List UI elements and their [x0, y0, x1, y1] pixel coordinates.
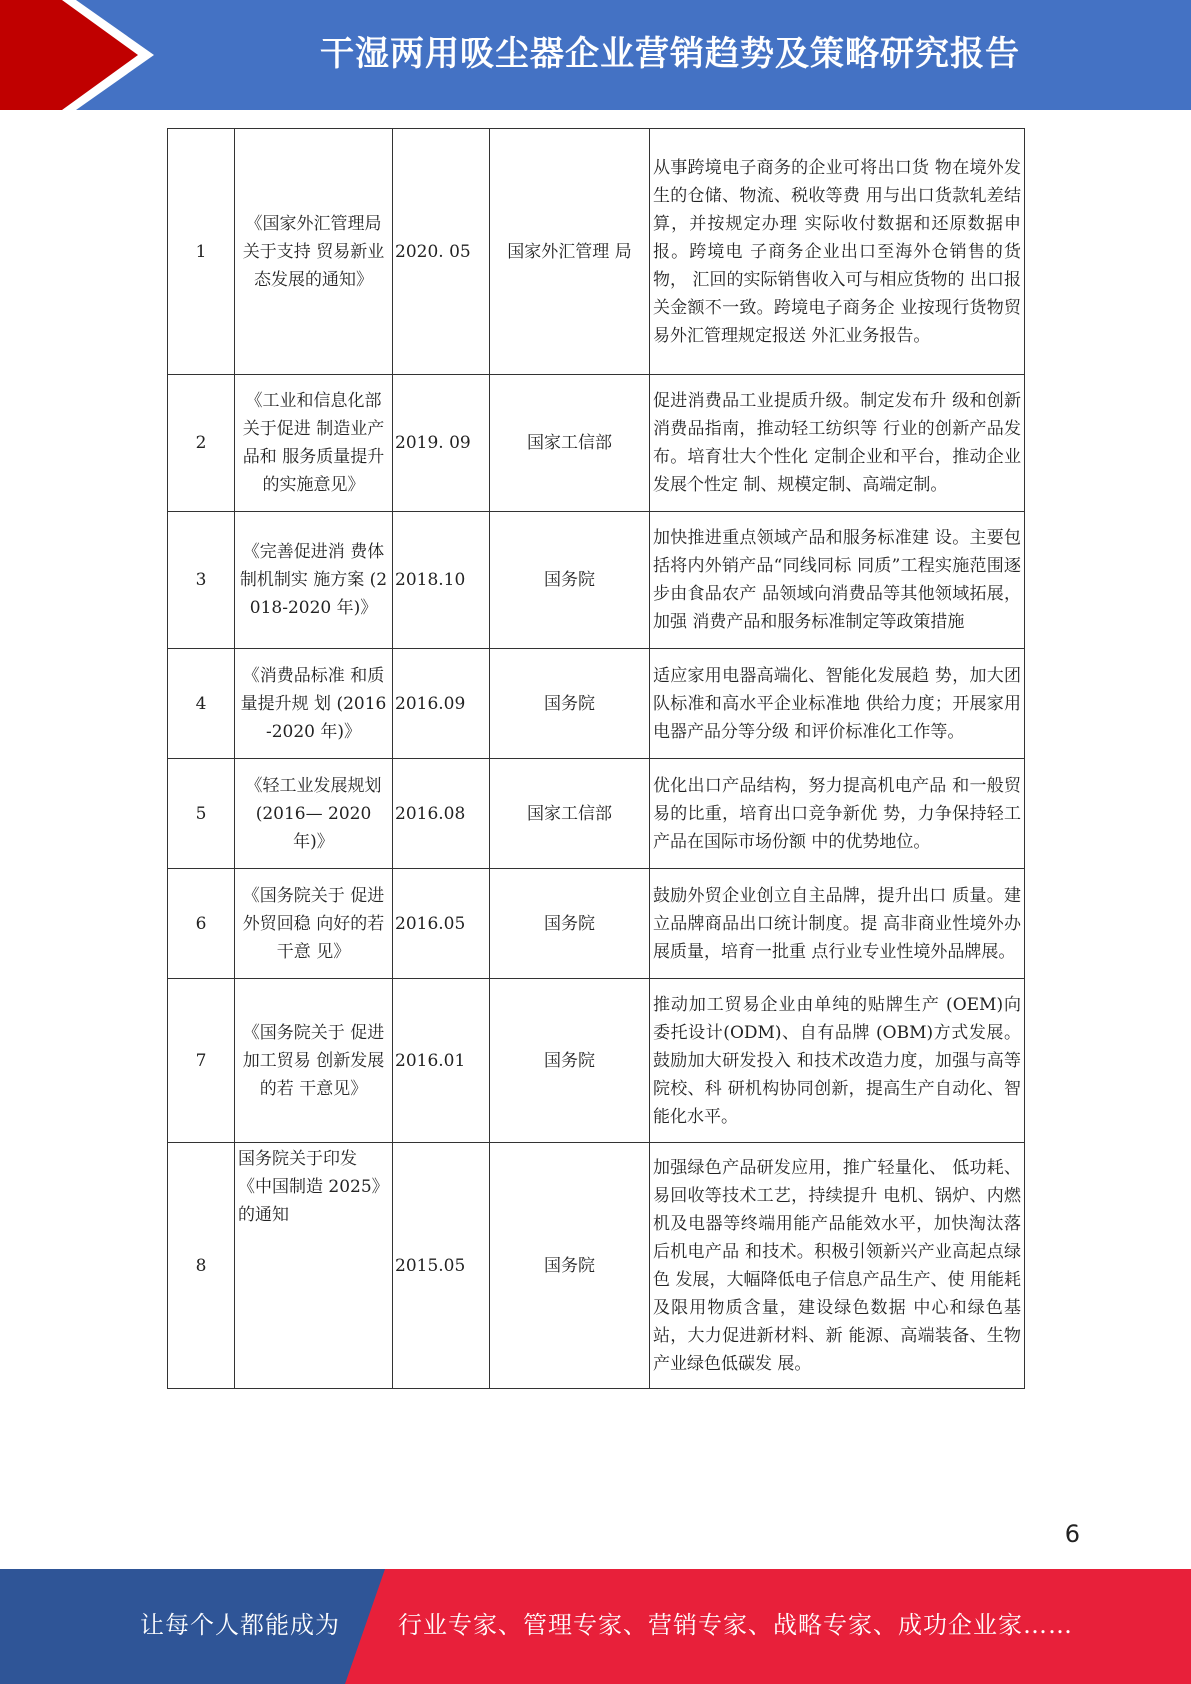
header-red-arrow [0, 0, 150, 110]
table-row [168, 129, 1025, 375]
policy-date: 2015.05 [393, 1143, 490, 1389]
page-number: 6 [1064, 1520, 1080, 1548]
policy-issuer: 国务院 [490, 869, 650, 979]
policy-date: 2016.05 [393, 869, 490, 979]
policy-issuer: 国务院 [490, 1143, 650, 1389]
policy-issuer: 国家工信部 [490, 375, 650, 512]
table-row [168, 512, 1025, 649]
policy-description: 加快推进重点领域产品和服务标准建 设。主要包括将内外销产品“同线同标 同质”工程实施范围逐步由食品农产 品领域向消费品等其他领域拓展，加强 消费产品和服务标准制定等政策措施 [650, 512, 1025, 649]
policy-issuer: 国务院 [490, 979, 650, 1143]
table-row [168, 375, 1025, 512]
policy-description: 推动加工贸易企业由单纯的贴牌生产 (OEM)向委托设计(ODM)、自有品牌 (OBM)方式发展。鼓励加大研发投入 和技术改造力度，加强与高等院校、科 研机构协同创新，提高生产自动化、智 能化水平。 [650, 979, 1025, 1143]
policy-description: 适应家用电器高端化、智能化发展趋 势，加大团队标准和高水平企业标准地 供给力度；开展家用电器产品分等分级 和评价标准化工作等。 [650, 649, 1025, 759]
policy-description: 鼓励外贸企业创立自主品牌，提升出口 质量。建立品牌商品出口统计制度。提 高非商业性境外办展质量，培育一批重 点行业专业性境外品牌展。 [650, 869, 1025, 979]
policy-table [167, 128, 1025, 1389]
policy-name: 《消费品标准 和质量提升规 划 (2016-2020 年)》 [235, 649, 393, 759]
row-number: 5 [168, 759, 235, 869]
policy-description: 优化出口产品结构，努力提高机电产品 和一般贸易的比重，培育出口竞争新优 势，力争保持轻工产品在国际市场份额 中的优势地位。 [650, 759, 1025, 869]
footer-banner [0, 1569, 1191, 1684]
policy-description: 加强绿色产品研发应用，推广轻量化、 低功耗、易回收等技术工艺，持续提升 电机、锅炉、内燃机及电器等终端用能产品能效水平，加快淘汰落后机电产品 和技术。积极引领新兴产业高起点绿色 发展，大幅降低电子信息产品生产、使 用能耗及限用物质含量，建设绿色数据 中心和绿色基站，大力促进新材料、新 能源、高端装备、生物产业绿色低碳发 展。 [650, 1143, 1025, 1389]
table-row [168, 1143, 1025, 1389]
policy-description: 从事跨境电子商务的企业可将出口货 物在境外发生的仓储、物流、税收等费 用与出口货款轧差结算，并按规定办理 实际收付数据和还原数据申报。跨境电 子商务企业出口至海外仓销售的货物， 汇回的实际销售收入可与相应货物的 出口报关金额不一致。跨境电子商务企 业按现行货物贸易外汇管理规定报送 外汇业务报告。 [650, 129, 1025, 375]
policy-name: 《工业和信息化部关于促进 制造业产品和 服务质量提升 的实施意见》 [235, 375, 393, 512]
footer-slogan-left: 让每个人都能成为 [140, 1611, 340, 1639]
policy-issuer: 国务院 [490, 649, 650, 759]
row-number: 8 [168, 1143, 235, 1389]
footer-slogan-right: 行业专家、管理专家、营销专家、战略专家、成功企业家…… [398, 1611, 1073, 1639]
header-banner [0, 0, 1191, 110]
page-title: 干湿两用吸尘器企业营销趋势及策略研究报告 [320, 34, 1020, 74]
policy-name: 《国务院关于 促进加工贸易 创新发展的若 干意见》 [235, 979, 393, 1143]
policy-issuer: 国家工信部 [490, 759, 650, 869]
policy-issuer: 国家外汇管理 局 [490, 129, 650, 375]
policy-name: 《轻工业发展规划(2016— 2020 年)》 [235, 759, 393, 869]
row-number: 4 [168, 649, 235, 759]
policy-date: 2016.08 [393, 759, 490, 869]
policy-description: 促进消费品工业提质升级。制定发布升 级和创新消费品指南，推动轻工纺织等 行业的创新产品发布。培育壮大个性化 定制企业和平台，推动企业发展个性定 制、规模定制、高端定制。 [650, 375, 1025, 512]
table-row [168, 649, 1025, 759]
policy-date: 2020. 05 [393, 129, 490, 375]
policy-name: 《国务院关于 促进外贸回稳 向好的若干意 见》 [235, 869, 393, 979]
policy-name: 《完善促进消 费体制机制实 施方案 (2018-2020 年)》 [235, 512, 393, 649]
policy-issuer: 国务院 [490, 512, 650, 649]
row-number: 1 [168, 129, 235, 375]
policy-date: 2016.01 [393, 979, 490, 1143]
table-row [168, 869, 1025, 979]
policy-name: 《国家外汇管理局关于支持 贸易新业态发展的通知》 [235, 129, 393, 375]
policy-name: 国务院关于印发《中国制造 2025》的通知 [235, 1143, 393, 1389]
policy-date: 2016.09 [393, 649, 490, 759]
policy-date: 2019. 09 [393, 375, 490, 512]
row-number: 7 [168, 979, 235, 1143]
row-number: 6 [168, 869, 235, 979]
table-row [168, 979, 1025, 1143]
policy-date: 2018.10 [393, 512, 490, 649]
row-number: 2 [168, 375, 235, 512]
row-number: 3 [168, 512, 235, 649]
table-row [168, 759, 1025, 869]
